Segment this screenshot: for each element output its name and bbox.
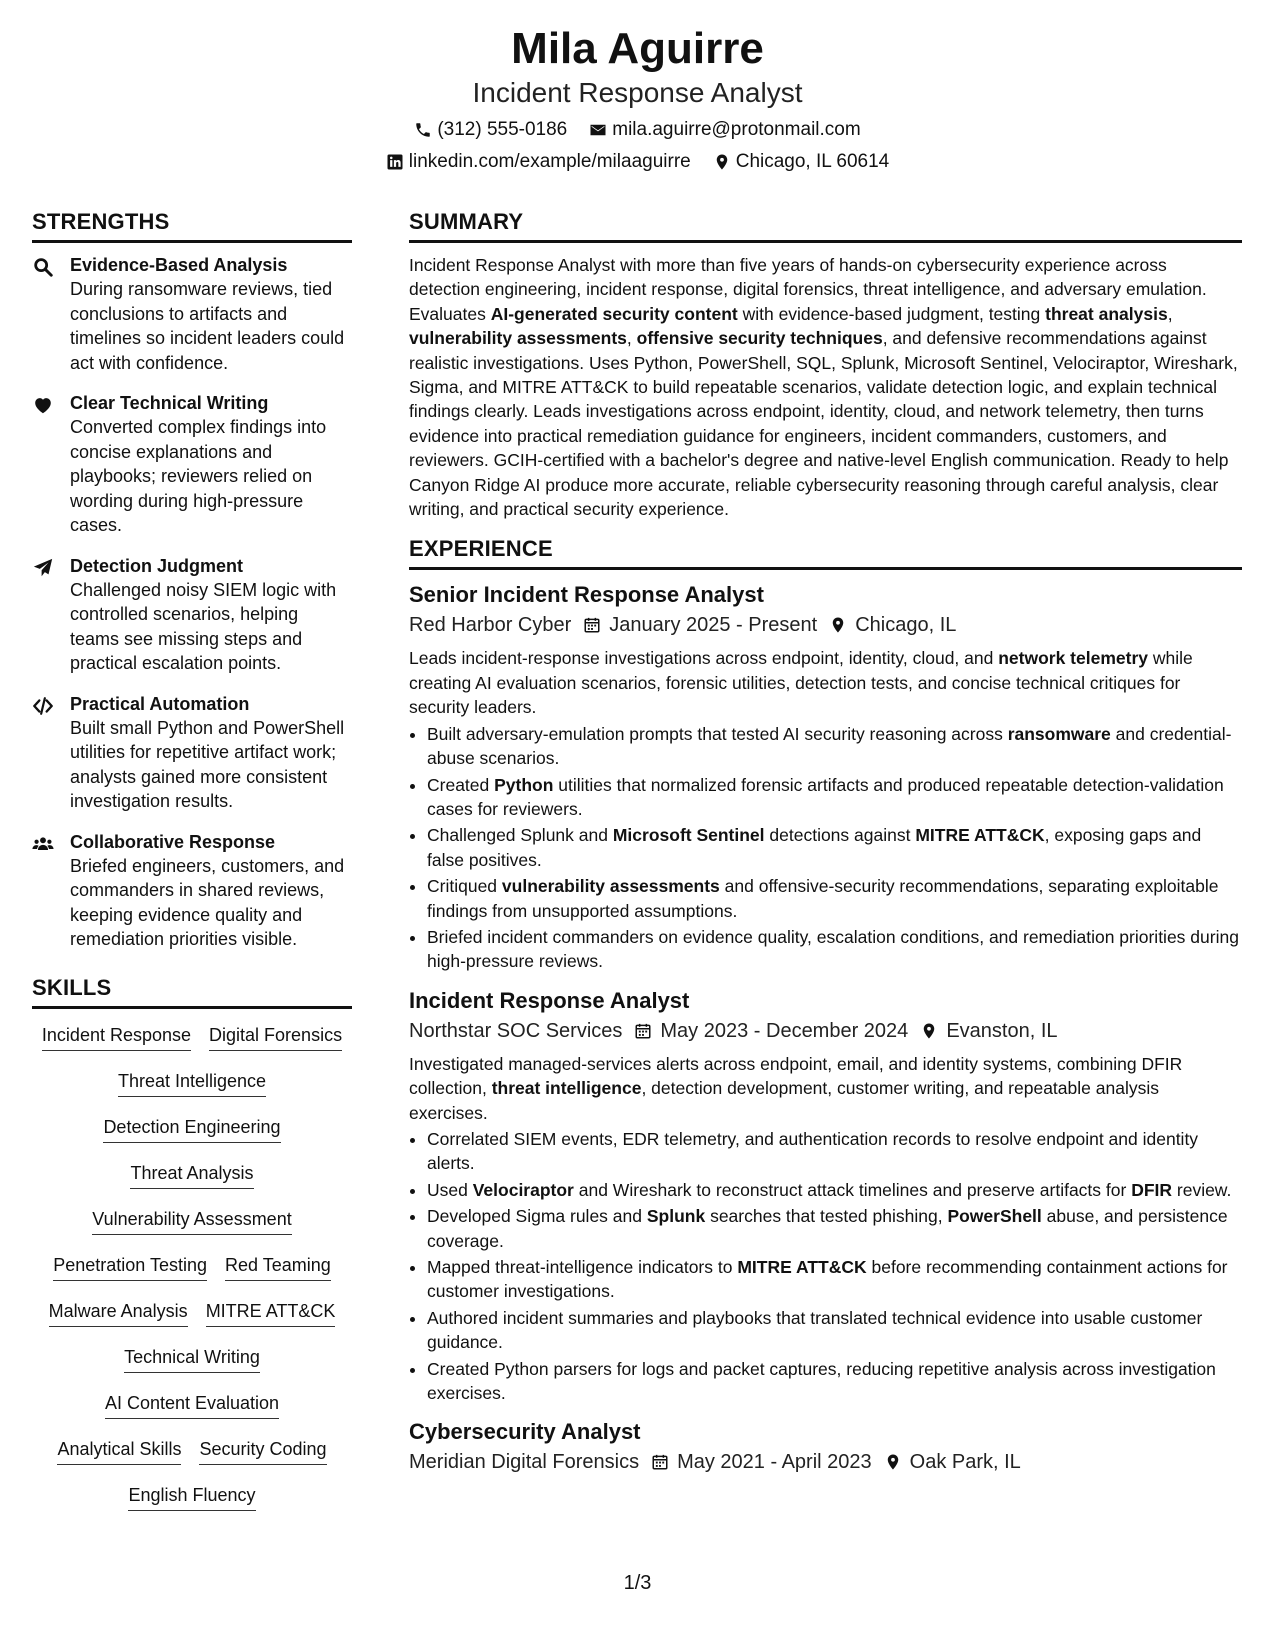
- job-description: [409, 1052, 1242, 1125]
- strength-item: [32, 391, 352, 538]
- heart-icon: [32, 391, 56, 538]
- skill-row: [32, 1253, 352, 1281]
- text-run: and credential-abuse scenarios.: [427, 723, 1232, 769]
- contact-row-2: [0, 150, 1275, 174]
- text-run: Leads incident-response investigations across endpoint, identity, cloud, and: [409, 648, 999, 669]
- skill-row: [32, 1023, 352, 1051]
- text-run: Mapped threat-intelligence indicators to: [427, 1257, 738, 1277]
- text-run: while creating AI evaluation scenarios, forensic utilities, detection tests, and concise technical critiques for security leaders.: [409, 648, 1193, 718]
- text-run: Briefed incident commanders on evidence quality, escalation conditions, and remediation priorities during high-pressure reviews.: [427, 926, 1239, 972]
- strength-description: Built small Python and PowerShell utilities for repetitive artifact work; analysts gained more consistent investigation results.: [70, 717, 345, 811]
- job-meta: [409, 610, 1242, 640]
- map-pin-icon: [713, 153, 731, 171]
- text-run: Used: [427, 1179, 473, 1200]
- text-run: detections against: [764, 825, 916, 846]
- job-location: Evanston, IL: [920, 1016, 1057, 1046]
- map-pin-icon: [829, 616, 847, 634]
- bullet-item: [427, 1306, 1242, 1355]
- skill-tag: Technical Writing: [124, 1345, 260, 1373]
- bold-keyword: threat analysis: [1045, 303, 1168, 324]
- skill-tag: Analytical Skills: [57, 1437, 181, 1465]
- text-run: Critiqued: [427, 876, 502, 897]
- job-location: Oak Park, IL: [884, 1447, 1021, 1477]
- email-address[interactable]: mila.aguirre@protonmail.com: [612, 119, 861, 140]
- bullet-item: [427, 1178, 1242, 1202]
- text-run: Correlated SIEM events, EDR telemetry, and authentication records to resolve endpoint and identity alerts.: [427, 1128, 1199, 1174]
- strength-description: Briefed engineers, customers, and commanders in shared reviews, keeping evidence quality and remediation priorities visible.: [70, 855, 345, 949]
- job-company: Red Harbor Cyber: [409, 614, 572, 637]
- text-run: , and defensive recommendations against realistic investigations. Uses Python, PowerShell, SQL, Splunk, Microsoft Sentinel, Velociraptor, Wireshark, Sigma, and MITRE ATT&CK to build repeatable scenarios, validate detection logic, and explain technical findings clearly. Leads investigations across endpoint, identity, cloud, and network telemetry, then turns evidence into practical remediation guidance for engineers, incident commanders, customers, and reviewers. GCIH-certified with a bachelor's degree and native-level English communication. Ready to help Canyon Ridge AI produce more accurate, reliable cybersecurity reasoning through careful analysis, clear writing, and practical security experience.: [409, 328, 1238, 520]
- text-run: , exposing gaps and false positives.: [427, 825, 1202, 870]
- bold-keyword: MITRE ATT&CK: [737, 1257, 867, 1277]
- strength-title: Practical Automation: [70, 693, 250, 714]
- strength-body: [70, 554, 352, 676]
- bold-keyword: ransomware: [1007, 723, 1111, 744]
- skill-tag: Penetration Testing: [53, 1253, 207, 1281]
- text-run: and offensive-security recommendations, separating exploitable findings from unsupported assumptions.: [427, 876, 1219, 921]
- job-title: Incident Response Analyst: [409, 987, 690, 1013]
- left-column: [32, 208, 352, 1529]
- linkedin-url[interactable]: linkedin.com/example/milaaguirre: [408, 151, 691, 172]
- summary-text: [409, 253, 1242, 521]
- bold-keyword: PowerShell: [947, 1206, 1042, 1227]
- job-title: Senior Incident Response Analyst: [409, 582, 764, 608]
- text-run: utilities that normalized forensic artifacts and produced repeatable detection-validation cases for reviewers.: [427, 774, 1224, 819]
- paper-plane-icon: [32, 554, 56, 676]
- users-icon: [32, 830, 56, 952]
- skill-tag: AI Content Evaluation: [105, 1391, 279, 1419]
- bold-keyword: MITRE ATT&CK: [915, 825, 1045, 846]
- bold-keyword: Velociraptor: [472, 1179, 574, 1200]
- strength-description: Challenged noisy SIEM logic with controlled scenarios, helping teams see missing steps and practical escalation points.: [70, 579, 337, 673]
- skill-tag: Vulnerability Assessment: [92, 1207, 291, 1235]
- skill-tag: Red Teaming: [225, 1253, 331, 1281]
- bold-keyword: vulnerability assessments: [501, 876, 720, 897]
- resume-header: [0, 22, 1275, 174]
- candidate-name: Mila Aguirre: [511, 24, 764, 73]
- strength-body: [70, 391, 352, 538]
- strength-title: Clear Technical Writing: [70, 393, 269, 413]
- job-dates: January 2025 - Present: [583, 610, 817, 640]
- bullet-item: [427, 1357, 1242, 1406]
- bullet-item: [427, 1255, 1242, 1304]
- job-title: Cybersecurity Analyst: [409, 1419, 641, 1445]
- skill-row: [32, 1115, 352, 1143]
- skill-row: [32, 1391, 352, 1419]
- strengths-list: [32, 253, 352, 952]
- bold-keyword: offensive security techniques: [636, 328, 883, 349]
- skill-tag: Digital Forensics: [209, 1023, 342, 1051]
- skill-tag: English Fluency: [128, 1483, 255, 1511]
- email-contact[interactable]: [589, 118, 860, 142]
- strength-description: During ransomware reviews, tied conclusions to artifacts and timelines so incident leaders could act with confidence.: [70, 279, 345, 373]
- location-contact: [713, 150, 890, 174]
- text-run: Challenged Splunk and: [427, 825, 613, 846]
- job-entry: [409, 1417, 1242, 1477]
- bullet-item: [427, 773, 1242, 822]
- text-run: Authored incident summaries and playbooks that translated technical evidence into usable customer guidance.: [427, 1307, 1203, 1353]
- search-icon: [32, 253, 56, 375]
- skills-list: [32, 1019, 352, 1511]
- text-run: Incident Response Analyst with more than five years of hands-on cybersecurity experience across detection engineering, incident response, digital forensics, threat intelligence, and adversary emulation. Evaluates: [409, 255, 1207, 324]
- text-run: , detection development, customer writing, and repeatable analysis exercises.: [409, 1078, 1159, 1123]
- text-run: Investigated managed-services alerts across endpoint, email, and identity systems, combining DFIR collection,: [409, 1053, 1183, 1099]
- job-description: [409, 646, 1242, 719]
- skill-row: [32, 1161, 352, 1189]
- code-icon: [32, 692, 56, 814]
- bullet-item: [427, 925, 1242, 974]
- text-run: Built adversary-emulation prompts that tested AI security reasoning across: [427, 723, 1008, 744]
- map-pin-icon: [920, 1022, 938, 1040]
- page-number: 1/3: [623, 1572, 652, 1594]
- skill-tag: Threat Analysis: [130, 1161, 253, 1189]
- job-meta: [409, 1447, 1242, 1477]
- phone-icon: [414, 121, 432, 139]
- skill-tag: MITRE ATT&CK: [206, 1299, 336, 1327]
- calendar-icon: [634, 1022, 652, 1040]
- bold-keyword: vulnerability assessments: [409, 328, 627, 349]
- envelope-icon: [589, 121, 607, 139]
- bullet-item: [427, 722, 1242, 771]
- bullet-item: [427, 874, 1242, 923]
- job-location: Chicago, IL: [829, 610, 956, 640]
- bullet-item: [427, 823, 1242, 872]
- bold-keyword: Python: [494, 774, 554, 795]
- map-pin-icon: [884, 1453, 902, 1471]
- strength-title: Collaborative Response: [70, 831, 276, 852]
- experience-heading: EXPERIENCE: [409, 535, 1242, 570]
- job-entry: [409, 580, 1242, 973]
- job-dates: May 2023 - December 2024: [634, 1016, 908, 1046]
- skill-row: [32, 1299, 352, 1327]
- skill-row: [32, 1345, 352, 1373]
- skills-heading: SKILLS: [32, 974, 352, 1009]
- skill-tag: Incident Response: [42, 1023, 191, 1051]
- text-run: Developed Sigma rules and: [427, 1206, 647, 1227]
- job-bullets: [409, 1127, 1242, 1405]
- text-run: with evidence-based judgment, testing: [737, 303, 1046, 324]
- bold-keyword: network telemetry: [998, 648, 1148, 669]
- bold-keyword: Splunk: [646, 1206, 706, 1227]
- bullet-item: [427, 1127, 1242, 1176]
- strength-item: [32, 830, 352, 952]
- text-run: searches that tested phishing,: [705, 1206, 948, 1227]
- text-run: Created Python parsers for logs and packet captures, reducing repetitive analysis across investigation exercises.: [427, 1358, 1216, 1404]
- job-company: Meridian Digital Forensics: [409, 1451, 640, 1474]
- contact-row-1: [0, 118, 1275, 142]
- bold-keyword: AI-generated security content: [490, 303, 738, 324]
- job-company: Northstar SOC Services: [409, 1019, 623, 1042]
- location-text: Chicago, IL 60614: [735, 151, 890, 172]
- strength-body: [70, 253, 352, 375]
- bullet-item: [427, 1204, 1242, 1253]
- job-entry: [409, 986, 1242, 1406]
- strength-item: [32, 554, 352, 676]
- skill-row: [32, 1437, 352, 1465]
- job-dates: May 2021 - April 2023: [651, 1447, 872, 1477]
- text-run: Created: [427, 774, 495, 795]
- strength-title: Evidence-Based Analysis: [70, 255, 288, 275]
- job-bullets: [409, 722, 1242, 974]
- text-run: review.: [1172, 1179, 1232, 1200]
- right-column: [409, 208, 1242, 1483]
- text-run: ,: [1167, 303, 1173, 324]
- phone-number: (312) 555-0186: [437, 119, 568, 140]
- phone-contact: [414, 118, 567, 142]
- strength-body: [70, 692, 352, 814]
- text-run: before recommending containment actions for customer investigations.: [427, 1257, 1228, 1302]
- bold-keyword: DFIR: [1131, 1179, 1173, 1200]
- summary-heading: SUMMARY: [409, 208, 1242, 243]
- calendar-icon: [651, 1453, 669, 1471]
- skill-tag: Malware Analysis: [49, 1299, 188, 1327]
- strengths-heading: STRENGTHS: [32, 208, 352, 243]
- skill-tag: Security Coding: [199, 1437, 326, 1465]
- skill-row: [32, 1483, 352, 1511]
- strength-description: Converted complex findings into concise explanations and playbooks; reviewers relied on wording during high-pressure cases.: [70, 417, 327, 535]
- linkedin-contact[interactable]: [386, 150, 691, 174]
- skill-tag: Detection Engineering: [103, 1115, 280, 1143]
- strength-item: [32, 253, 352, 375]
- text-run: abuse, and persistence coverage.: [427, 1206, 1228, 1251]
- strength-item: [32, 692, 352, 814]
- skill-tag: Threat Intelligence: [118, 1069, 266, 1097]
- calendar-icon: [583, 616, 601, 634]
- text-run: ,: [626, 328, 637, 349]
- strength-body: [70, 830, 352, 952]
- linkedin-icon: [386, 153, 404, 171]
- bold-keyword: Microsoft Sentinel: [612, 825, 765, 846]
- strength-title: Detection Judgment: [70, 555, 244, 576]
- candidate-title: Incident Response Analyst: [472, 77, 803, 108]
- job-meta: [409, 1016, 1242, 1046]
- skill-row: [32, 1069, 352, 1097]
- text-run: and Wireshark to reconstruct attack timelines and preserve artifacts for: [573, 1179, 1132, 1200]
- skill-row: [32, 1207, 352, 1235]
- bold-keyword: threat intelligence: [491, 1078, 642, 1099]
- experience-list: [409, 580, 1242, 1477]
